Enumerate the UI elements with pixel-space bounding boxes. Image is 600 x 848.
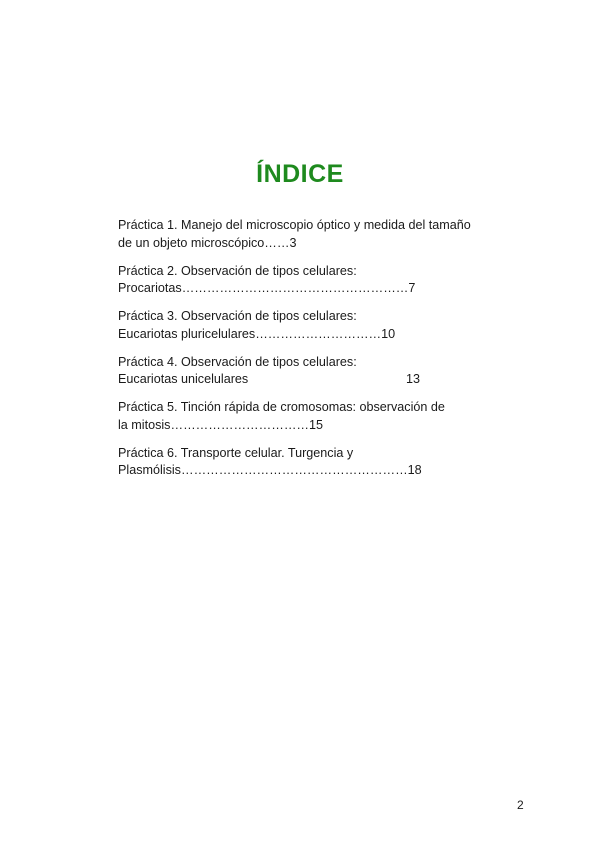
toc-entry-continuation: [118, 371, 428, 389]
toc-entry-2: [118, 263, 498, 298]
toc-entry-continuation: de un objeto microscópico……3: [118, 235, 297, 250]
toc-entry-continuation: Procariotas………………………………………………7: [118, 281, 416, 295]
toc-entry-title: Práctica 1. Manejo del microscopio óptico y medida del tamaño: [118, 218, 471, 232]
toc-entry-title: Práctica 6. Transporte celular. Turgencia y: [118, 445, 354, 460]
page-title: ÍNDICE: [256, 160, 344, 188]
toc-entry-title: Práctica 2. Observación de tipos celulares:: [118, 263, 357, 278]
table-of-contents: [118, 217, 498, 490]
toc-entry-5: [118, 399, 498, 434]
toc-entry-title: Práctica 4. Observación de tipos celulares:: [118, 354, 357, 369]
toc-entry-title: Práctica 3. Observación de tipos celulares:: [118, 309, 357, 323]
toc-page-number: 13: [406, 372, 421, 386]
toc-entry-continuation: Plasmólisis………………………………………………18: [118, 463, 422, 477]
toc-entry-6: [118, 445, 498, 480]
toc-entry-continuation: Eucariotas pluricelulares…………………………10: [118, 326, 396, 341]
toc-entry-title: Práctica 5. Tinción rápida de cromosomas: observación de: [118, 400, 445, 414]
toc-entry-continuation: la mitosis……………………………15: [118, 417, 324, 432]
toc-entry-subtitle: Eucariotas unicelulares: [118, 372, 249, 386]
toc-entry-1: [118, 217, 498, 252]
toc-entry-3: [118, 308, 498, 343]
toc-entry-4: [118, 354, 498, 389]
page-number: 2: [517, 798, 524, 812]
